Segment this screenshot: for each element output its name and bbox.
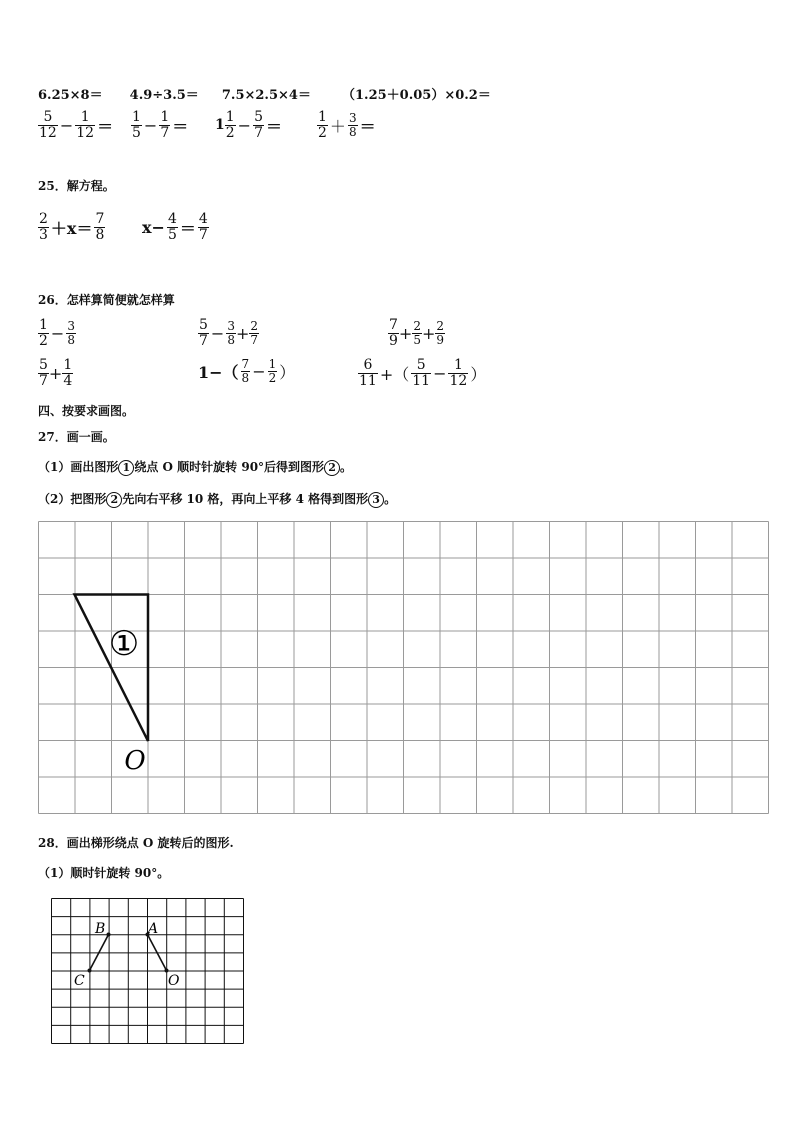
expr-26-r2c1: $\frac{5}{7}$ + $\frac{1}{4}$ xyxy=(39,357,73,389)
grid-27[interactable] xyxy=(38,521,769,814)
question-28-title: 28．画出梯形绕点 O 旋转后的图形. xyxy=(38,836,234,850)
question-26-title: 26．怎样算简便就怎样算 xyxy=(38,293,175,307)
shape-2-marker: 2 xyxy=(106,492,122,508)
grid-28[interactable] xyxy=(51,898,244,1044)
expr-26-r2c3: $\frac{6}{11}$ +（ $\frac{5}{11}$ − $\frac{1}{12}$ ） xyxy=(359,357,487,389)
expr-26-r1c3: $\frac{7}{9}$ + $\frac{2}{5}$ + $\frac{2}{9}$ xyxy=(389,317,445,349)
question-27-title: 27．画一画。 xyxy=(38,430,115,444)
question-27-part-1: （1）画出图形 1 绕点 O 顺时针旋转 90°后得到图形 2 。 xyxy=(38,460,353,474)
shape-1-marker: 1 xyxy=(118,460,134,476)
shape-1-label: ① xyxy=(108,624,140,664)
point-o xyxy=(165,969,169,973)
calc-item-3: 7.5×2.5×4＝ xyxy=(221,88,311,103)
shape-3-marker: 3 xyxy=(368,492,384,508)
point-c xyxy=(88,969,92,973)
question-28-part-1: （1）顺时针旋转 90°。 xyxy=(38,866,170,880)
point-b xyxy=(107,933,111,937)
expr-26-r1c1: $\frac{1}{2}$ − $\frac{3}{8}$ xyxy=(39,317,75,349)
question-25-title: 25．解方程。 xyxy=(38,179,115,193)
label-a: A xyxy=(148,921,159,937)
calc-row-1 xyxy=(38,84,491,103)
equation-1: $\frac{2}{3}$ ＋x＝ $\frac{7}{8}$ xyxy=(39,211,105,243)
point-o-label: O xyxy=(124,746,146,776)
calc-item-1: 6.25×8＝ xyxy=(38,88,103,103)
expr-26-r2c2: 1−（ $\frac{7}{8}$ − $\frac{1}{2}$ ） xyxy=(198,357,296,385)
shape-2-marker: 2 xyxy=(324,460,340,476)
question-27-part-2: （2）把图形 2 先向右平移 10 格，再向上平移 4 格得到图形 3 。 xyxy=(38,492,397,506)
fraction-expr-2: $\frac{1}{5}$ − $\frac{1}{7}$ ＝ xyxy=(132,109,189,141)
equation-2: x− $\frac{4}{5}$ ＝ $\frac{4}{7}$ xyxy=(142,211,208,243)
label-o: O xyxy=(168,973,180,989)
fraction-expr-3: 1 $\frac{1}{2}$ − $\frac{5}{7}$ ＝ xyxy=(215,109,283,141)
expr-26-r1c2: $\frac{5}{7}$ − $\frac{3}{8}$ + $\frac{2}{7}$ xyxy=(199,317,259,349)
label-b: B xyxy=(95,921,106,937)
fraction-expr-4: $\frac{1}{2}$ ＋ $\frac{3}{8}$ ＝ xyxy=(318,109,376,141)
calc-item-4: （1.25＋0.05）×0.2＝ xyxy=(342,88,491,103)
label-c: C xyxy=(74,973,85,989)
fraction-expr-1: $\frac{5}{12}$ − $\frac{1}{12}$ ＝ xyxy=(39,109,114,141)
calc-item-2: 4.9÷3.5＝ xyxy=(129,88,199,103)
section-4-title: 四、按要求画图。 xyxy=(38,404,135,418)
